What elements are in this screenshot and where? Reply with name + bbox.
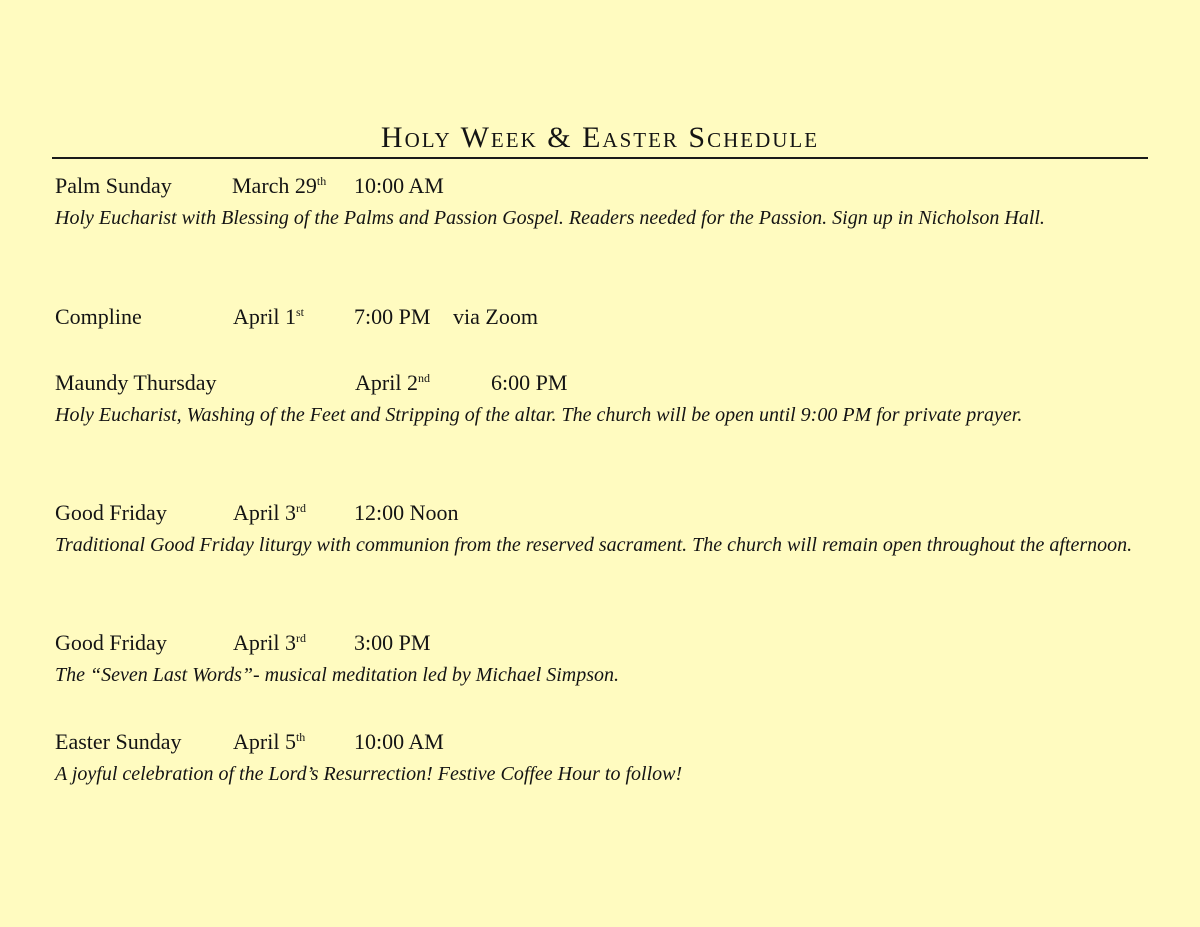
date-ordinal-suffix: nd (417, 371, 430, 385)
event-date: April 2nd (355, 370, 430, 395)
event-name: Easter Sunday (55, 729, 182, 754)
event-palm-sunday (55, 171, 1145, 234)
event-easter-sunday (55, 727, 1145, 790)
event-name: Compline (55, 304, 142, 329)
event-time: 3:00 PM (354, 630, 431, 655)
event-description: Holy Eucharist, Washing of the Feet and Stripping of the altar. The church will be open until 9:00 PM for private prayer. (55, 404, 1023, 426)
event-name: Good Friday (55, 630, 167, 655)
event-description: Traditional Good Friday liturgy with communion from the reserved sacrament. The church will remain open throughout the afternoon. (55, 534, 1133, 556)
event-compline (55, 302, 1145, 332)
event-good-friday-afternoon (55, 628, 1145, 691)
event-date: March 29th (232, 173, 327, 198)
event-header (55, 171, 1145, 201)
date-ordinal-suffix: th (295, 730, 306, 744)
event-time: 12:00 Noon (354, 500, 459, 525)
title-divider (52, 157, 1148, 159)
event-description: A joyful celebration of the Lord’s Resurrection! Festive Coffee Hour to follow! (55, 763, 683, 785)
event-name: Palm Sunday (55, 173, 172, 198)
event-time: 6:00 PM (491, 370, 568, 395)
event-time: 10:00 AM (354, 729, 444, 754)
event-header (55, 727, 1145, 757)
event-description: Holy Eucharist with Blessing of the Palms and Passion Gospel. Readers needed for the Passion. Sign up in Nicholson Hall. (55, 207, 1045, 229)
event-date: April 3rd (233, 630, 306, 655)
page-title: Holy Week & Easter Schedule (380, 121, 820, 154)
event-date: April 3rd (233, 500, 306, 525)
event-name: Good Friday (55, 500, 167, 525)
event-header (55, 628, 1145, 658)
date-ordinal-suffix: st (295, 305, 304, 319)
event-header (55, 368, 1145, 398)
event-maundy-thursday (55, 368, 1145, 431)
event-header (55, 302, 1145, 332)
event-name: Maundy Thursday (55, 370, 217, 395)
event-time: 7:00 PM (354, 304, 431, 329)
date-ordinal-suffix: rd (295, 631, 306, 645)
event-good-friday-noon (55, 498, 1145, 561)
date-ordinal-suffix: th (316, 174, 327, 188)
event-header (55, 498, 1145, 528)
event-description: The “Seven Last Words”- musical meditation led by Michael Simpson. (55, 664, 620, 686)
date-ordinal-suffix: rd (295, 501, 306, 515)
event-date: April 1st (233, 304, 304, 329)
event-time: 10:00 AM (354, 173, 444, 198)
event-date: April 5th (233, 729, 306, 754)
event-note: via Zoom (453, 304, 538, 329)
